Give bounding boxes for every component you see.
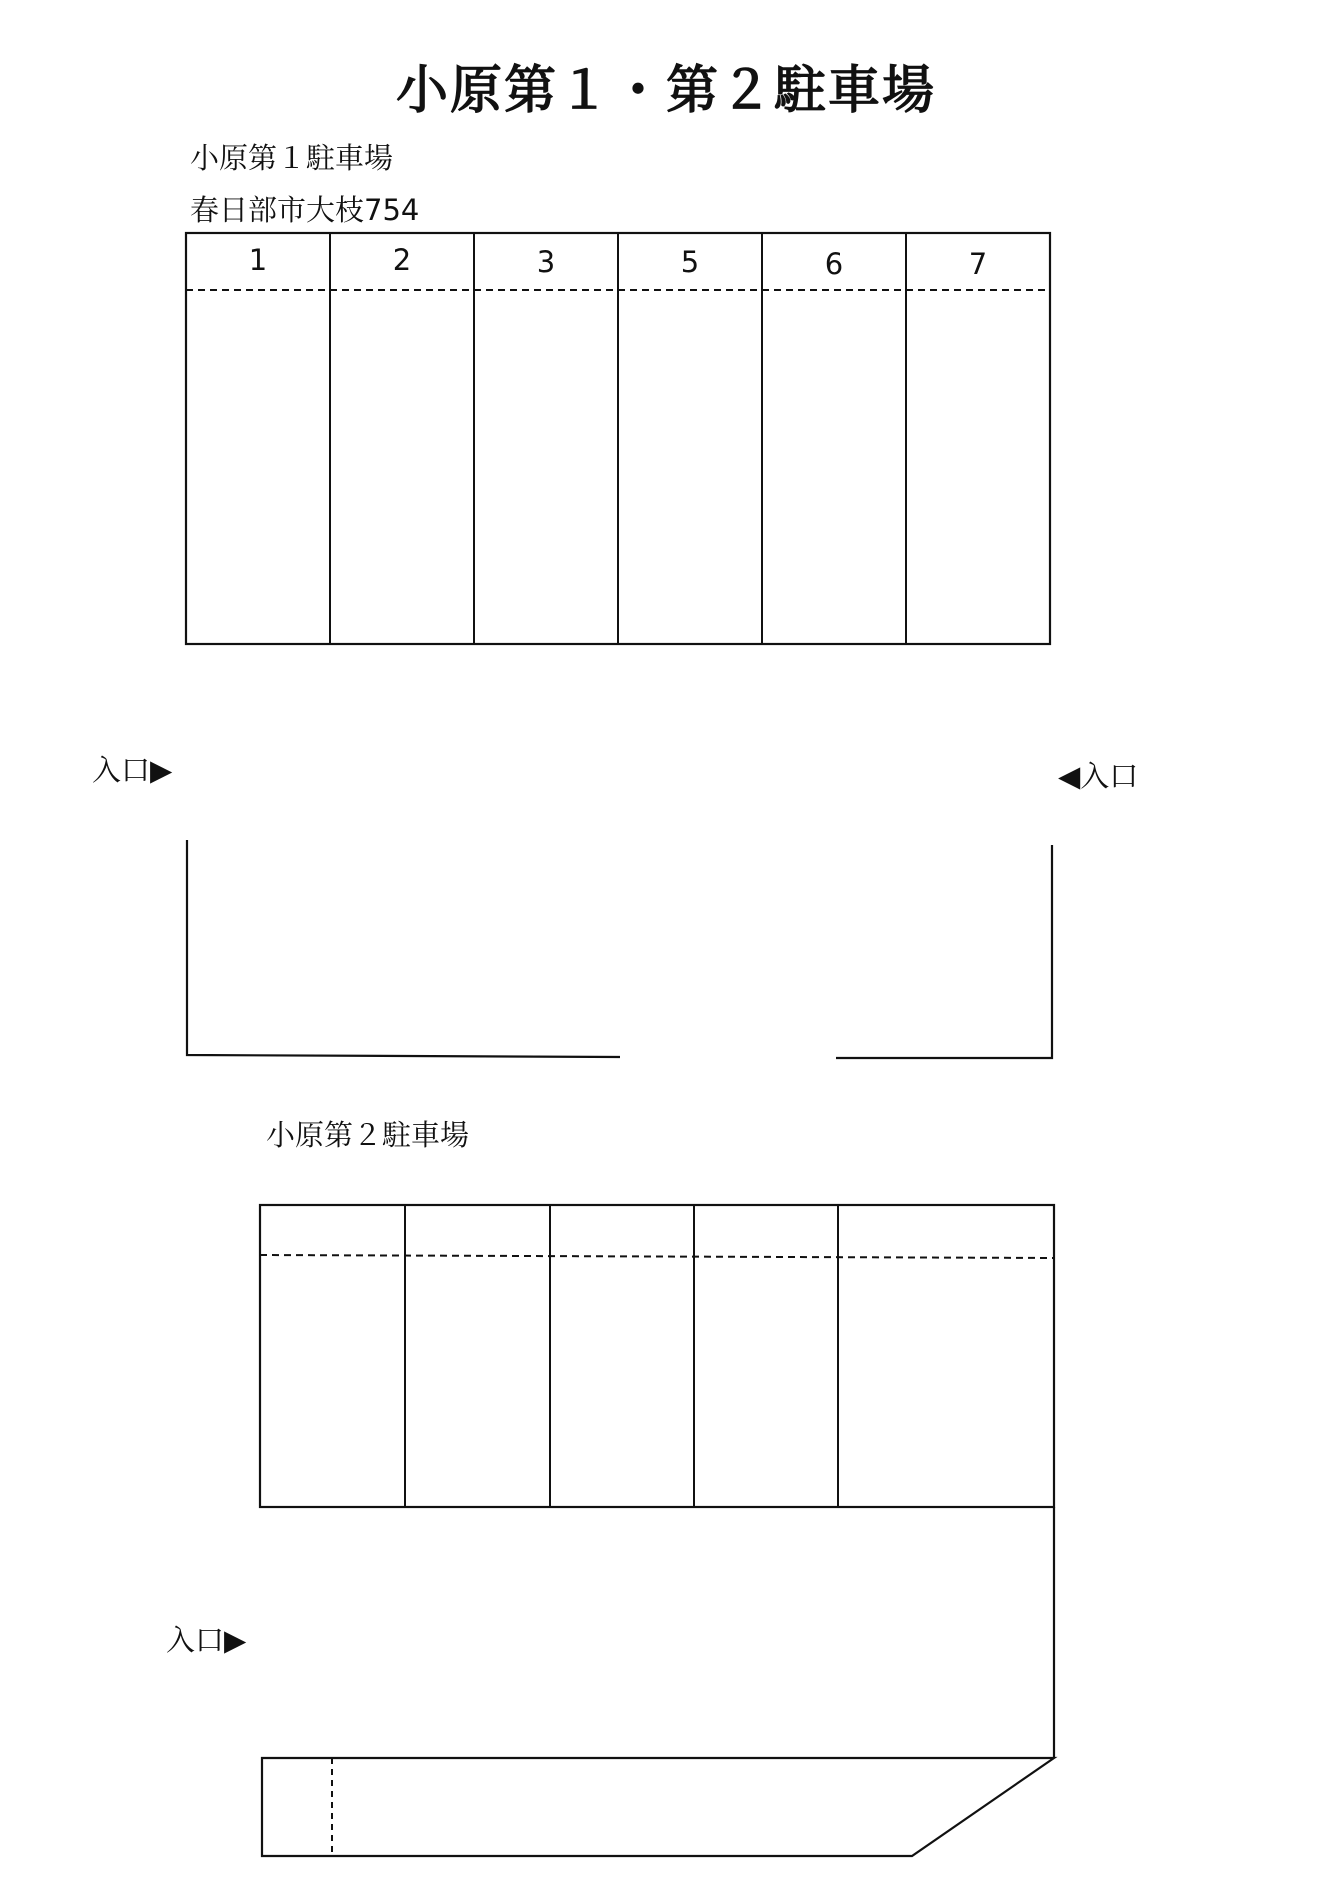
bottom-strip <box>262 1758 1054 1856</box>
lot1-address: 春日部市大枝754 <box>190 193 420 227</box>
page-title: 小原第１・第２駐車場 <box>395 61 936 121</box>
lot1-spot-number: 7 <box>968 247 988 281</box>
lot2-spots <box>260 1205 1054 1507</box>
boundary-wall-left <box>187 840 620 1057</box>
lot1-spot-number: 3 <box>536 245 556 279</box>
lot2-entrance-left: 入口▶ <box>166 1623 247 1657</box>
lot1-spots <box>186 233 1050 644</box>
lot1-entrance-right: ◀入口 <box>1058 759 1139 793</box>
lot2-dashed-line <box>260 1255 1054 1258</box>
lot1-entrance-left: 入口▶ <box>92 753 173 787</box>
lot1-spot-number: 2 <box>392 243 412 277</box>
lot1-spot-number: 6 <box>824 247 844 281</box>
lot1-spot-number: 1 <box>248 243 268 277</box>
boundary-wall-right <box>836 845 1052 1058</box>
lot2-outline <box>260 1205 1054 1507</box>
lot2-boundary <box>262 1507 1054 1856</box>
lot1-boundary <box>187 840 1052 1058</box>
lot1-name: 小原第１駐車場 <box>190 141 394 175</box>
lot1-spot-number: 5 <box>680 245 700 279</box>
lot2-name: 小原第２駐車場 <box>266 1118 470 1152</box>
